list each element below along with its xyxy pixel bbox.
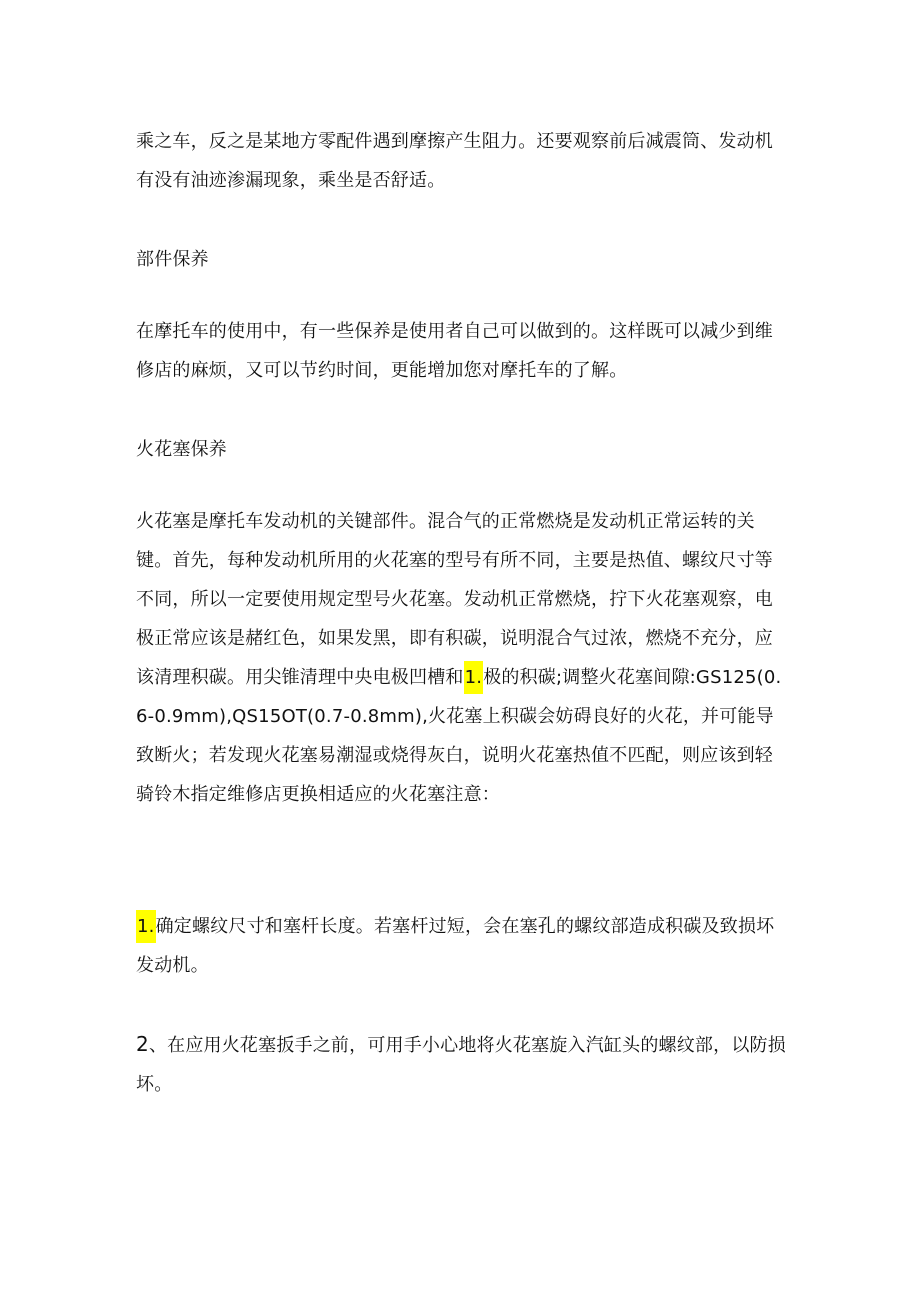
note-item-1-number: 1. [136, 910, 156, 943]
heading-spark-plug [136, 430, 788, 469]
paragraph-continuation-text: 乘之车，反之是某地方零配件遇到摩擦产生阻力。还要观察前后减震筒、发动机有没有油迹渗漏现象，乘坐是否舒适。 [136, 131, 773, 191]
heading-parts-maintenance [136, 240, 788, 279]
note-item-2 [136, 1025, 788, 1104]
paragraph-continuation [136, 122, 788, 200]
paragraph-spark-plug-text-b: 极的积碳;调整火花塞间隙:GS125(0.6-0.9mm),QS15OT(0.7-0.8mm),火花塞上积碳会妨碍良好的火花，并可能导致断火；若发现火花塞易潮湿或烧得灰白，说明火花塞热值不匹配，则应该到轻骑铃木指定维修店更换相适应的火花塞注意： [136, 667, 782, 805]
paragraph-spark-plug [136, 502, 788, 814]
paragraph-spark-plug-text-a: 火花塞是摩托车发动机的关键部件。混合气的正常燃烧是发动机正常运转的关键。首先，每种发动机所用的火花塞的型号有所不同，主要是热值、螺纹尺寸等不同，所以一定要使用规定型号火花塞。发动机正常燃烧，拧下火花塞观察，电极正常应该是赭红色，如果发黑，即有积碳，说明混合气过浓，燃烧不充分，应该清理积碳。用尖锥清理中央电极凹槽和 [136, 511, 773, 688]
highlight-mark: 1. [464, 661, 484, 694]
heading-parts-maintenance-text: 部件保养 [136, 249, 209, 270]
note-item-1-text: 确定螺纹尺寸和塞杆长度。若塞杆过短，会在塞孔的螺纹部造成积碳及致损坏发动机。 [136, 916, 775, 976]
heading-spark-plug-text: 火花塞保养 [136, 439, 227, 460]
paragraph-parts-maintenance [136, 312, 788, 390]
note-item-2-number: 2 [136, 1032, 149, 1056]
paragraph-parts-maintenance-text: 在摩托车的使用中，有一些保养是使用者自己可以做到的。这样既可以减少到维修店的麻烦，又可以节约时间，更能增加您对摩托车的了解。 [136, 321, 773, 381]
note-item-2-text: 、在应用火花塞扳手之前，可用手小心地将火花塞旋入汽缸头的螺纹部，以防损坏。 [136, 1035, 786, 1095]
note-item-1 [136, 907, 788, 985]
